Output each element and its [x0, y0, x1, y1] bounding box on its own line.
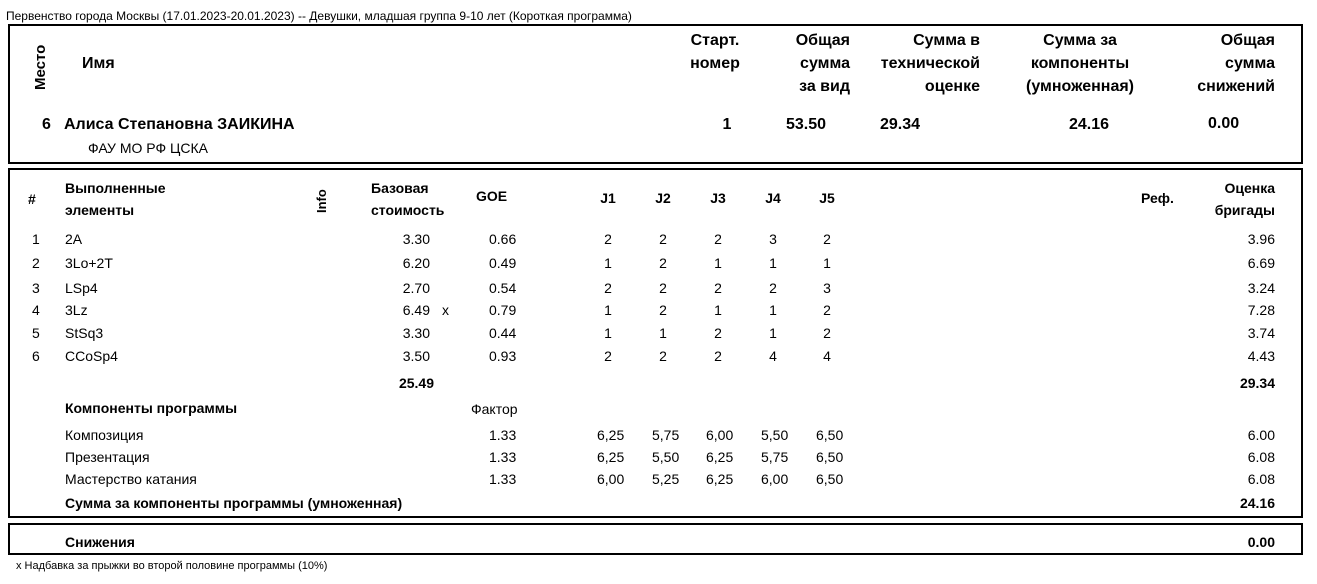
- element-judge-2: 1: [659, 325, 667, 341]
- component-judge-1: 6,25: [597, 449, 625, 465]
- element-goe: 0.54: [489, 280, 517, 296]
- skater-start-no: 1: [722, 116, 732, 133]
- factor-label: Фактор: [471, 401, 518, 417]
- start-no-header: Старт. номер: [690, 32, 740, 72]
- components-total-label: Сумма за компоненты программы (умноженная): [65, 495, 403, 511]
- element-judge-4: 3: [769, 231, 777, 247]
- element-judge-3: 2: [714, 280, 722, 296]
- element-judge-2: 2: [659, 280, 667, 296]
- element-base: 6.20: [402, 255, 430, 271]
- element-goe: 0.66: [489, 231, 517, 247]
- judge-header-4: J4: [765, 190, 781, 206]
- component-factor: 1.33: [489, 427, 517, 443]
- deductions-value: 0.00: [1247, 534, 1275, 550]
- element-num: 3: [32, 280, 40, 296]
- deductions-header: Общая сумма снижений: [1197, 32, 1275, 95]
- tes-header: Сумма в технической оценке: [880, 32, 980, 95]
- element-goe: 0.44: [489, 325, 517, 341]
- element-name: CCoSp4: [65, 348, 118, 364]
- element-score: 3.74: [1247, 325, 1275, 341]
- deductions-box: [8, 523, 1303, 555]
- element-judge-1: 2: [604, 231, 612, 247]
- component-score: 6.08: [1247, 471, 1275, 487]
- elements-header: Выполненные элементы: [65, 180, 166, 218]
- element-info: x: [442, 302, 449, 318]
- element-goe: 0.49: [489, 255, 517, 271]
- element-goe: 0.93: [489, 348, 517, 364]
- element-judge-1: 2: [604, 280, 612, 296]
- goe-header: GOE: [476, 188, 508, 204]
- base-header: Базовая стоимость: [371, 180, 445, 218]
- component-judge-3: 6,25: [706, 471, 734, 487]
- element-judge-1: 1: [604, 255, 612, 271]
- element-name: 2A: [65, 231, 83, 247]
- component-judge-5: 6,50: [816, 449, 844, 465]
- pcs-header: Сумма за компоненты (умноженная): [1026, 32, 1134, 95]
- component-factor: 1.33: [489, 449, 517, 465]
- element-judge-2: 2: [659, 348, 667, 364]
- element-judge-5: 2: [823, 325, 831, 341]
- element-judge-2: 2: [659, 302, 667, 318]
- skater-total: 53.50: [786, 116, 827, 133]
- judge-header-2: J2: [655, 190, 671, 206]
- component-judge-4: 5,50: [761, 427, 789, 443]
- element-judge-4: 1: [769, 325, 777, 341]
- component-name: Мастерство катания: [65, 471, 197, 487]
- element-name: LSp4: [65, 280, 98, 296]
- component-name: Композиция: [65, 427, 144, 443]
- element-judge-3: 2: [714, 348, 722, 364]
- elements-box: [8, 168, 1303, 518]
- element-name: 3Lo+2T: [65, 255, 113, 271]
- judge-header-3: J3: [710, 190, 726, 206]
- component-score: 6.08: [1247, 449, 1275, 465]
- component-name: Презентация: [65, 449, 150, 465]
- place-header: Место: [32, 44, 49, 90]
- element-base: 3.30: [402, 231, 430, 247]
- element-judge-4: 2: [769, 280, 777, 296]
- info-header: Info: [314, 189, 329, 213]
- element-score: 6.69: [1247, 255, 1275, 271]
- component-judge-4: 6,00: [761, 471, 789, 487]
- element-judge-4: 1: [769, 302, 777, 318]
- score-total: 29.34: [1239, 375, 1275, 391]
- element-judge-2: 2: [659, 255, 667, 271]
- element-num: 5: [32, 325, 40, 341]
- element-judge-1: 2: [604, 348, 612, 364]
- skater-pcs: 24.16: [1069, 116, 1110, 133]
- element-num: 1: [32, 231, 40, 247]
- element-judge-3: 1: [714, 302, 722, 318]
- element-num: 6: [32, 348, 40, 364]
- element-judge-3: 2: [714, 231, 722, 247]
- element-num: 4: [32, 302, 40, 318]
- element-base: 2.70: [402, 280, 430, 296]
- component-judge-4: 5,75: [761, 449, 789, 465]
- components-title: Компоненты программы: [65, 400, 238, 416]
- component-judge-2: 5,75: [652, 427, 680, 443]
- total-header: Общая сумма за вид: [795, 32, 850, 95]
- element-num: 2: [32, 255, 40, 271]
- element-base: 6.49: [402, 302, 430, 318]
- page-title: Первенство города Москвы (17.01.2023-20.01.2023) -- Девушки, младшая группа 9-10 лет (Короткая программа): [6, 9, 632, 23]
- score-header: Оценка бригады: [1214, 180, 1275, 218]
- element-name: StSq3: [65, 325, 104, 341]
- element-judge-4: 1: [769, 255, 777, 271]
- skater-place: 6: [42, 116, 51, 133]
- element-judge-5: 1: [823, 255, 831, 271]
- component-judge-2: 5,25: [652, 471, 680, 487]
- element-judge-5: 2: [823, 302, 831, 318]
- skater-club: ФАУ МО РФ ЦСКА: [88, 140, 208, 156]
- element-score: 3.96: [1247, 231, 1275, 247]
- element-judge-3: 2: [714, 325, 722, 341]
- element-judge-5: 3: [823, 280, 831, 296]
- skater-tes: 29.34: [880, 116, 921, 133]
- ref-header: Реф.: [1141, 190, 1174, 206]
- judge-header-5: J5: [819, 190, 835, 206]
- component-factor: 1.33: [489, 471, 517, 487]
- component-judge-5: 6,50: [816, 427, 844, 443]
- element-score: 4.43: [1247, 348, 1275, 364]
- element-judge-3: 1: [714, 255, 722, 271]
- skater-deductions: 0.00: [1208, 115, 1240, 132]
- base-total: 25.49: [398, 375, 434, 391]
- element-judge-2: 2: [659, 231, 667, 247]
- component-judge-3: 6,25: [706, 449, 734, 465]
- component-score: 6.00: [1247, 427, 1275, 443]
- component-judge-2: 5,50: [652, 449, 680, 465]
- element-base: 3.30: [402, 325, 430, 341]
- element-judge-1: 1: [604, 325, 612, 341]
- component-judge-5: 6,50: [816, 471, 844, 487]
- component-judge-3: 6,00: [706, 427, 734, 443]
- element-judge-5: 4: [823, 348, 831, 364]
- element-goe: 0.79: [489, 302, 517, 318]
- element-score: 7.28: [1247, 302, 1275, 318]
- element-score: 3.24: [1247, 280, 1275, 296]
- element-name: 3Lz: [65, 302, 88, 318]
- element-judge-5: 2: [823, 231, 831, 247]
- skater-name: Алиса Степановна ЗАИКИНА: [64, 116, 295, 133]
- deductions-label: Снижения: [65, 534, 135, 550]
- element-base: 3.50: [402, 348, 430, 364]
- name-header: Имя: [82, 55, 115, 72]
- component-judge-1: 6,25: [597, 427, 625, 443]
- num-header: #: [28, 191, 36, 207]
- component-judge-1: 6,00: [597, 471, 625, 487]
- footnote: x Надбавка за прыжки во второй половине программы (10%): [16, 560, 328, 572]
- element-judge-1: 1: [604, 302, 612, 318]
- components-total: 24.16: [1239, 495, 1275, 511]
- element-judge-4: 4: [769, 348, 777, 364]
- judge-header-1: J1: [600, 190, 616, 206]
